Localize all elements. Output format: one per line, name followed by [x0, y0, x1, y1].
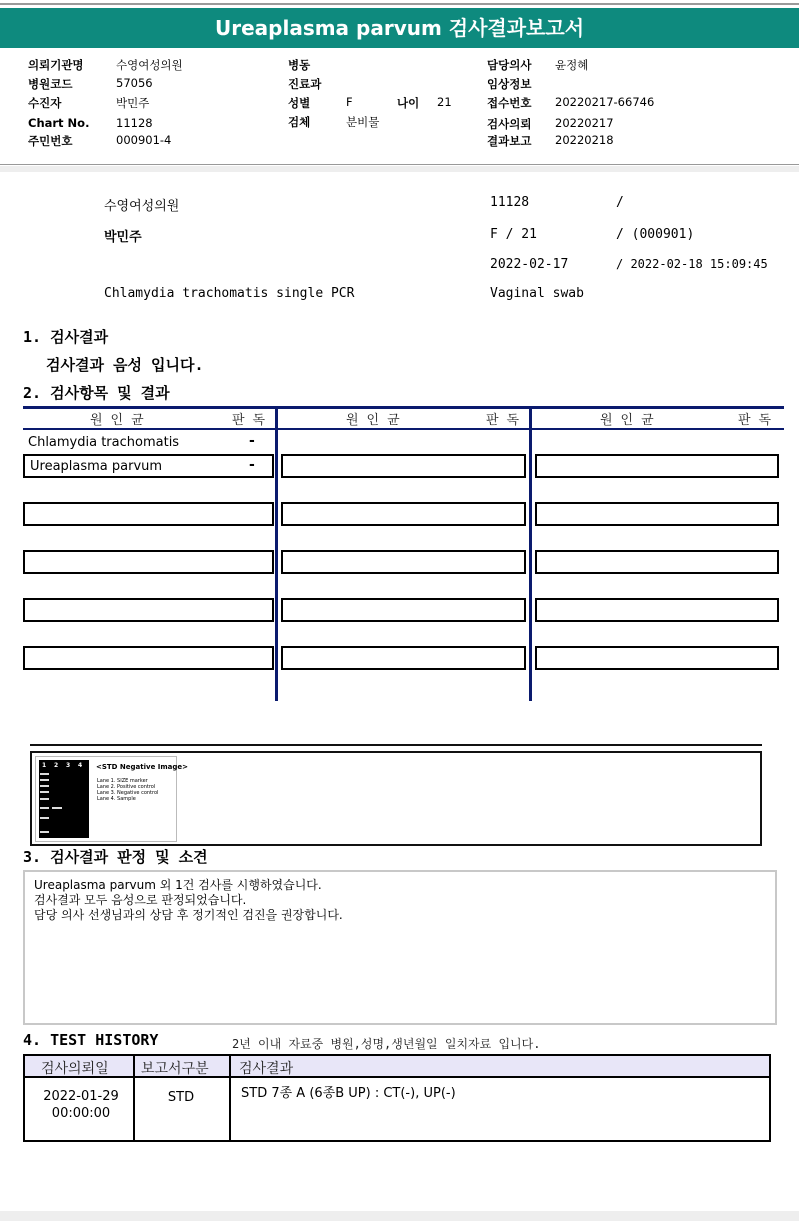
history-col-divider — [229, 1056, 231, 1140]
footer-band — [0, 1211, 799, 1221]
info-request-date: 2022-02-17 — [490, 257, 569, 272]
history-note: 2년 이내 자료중 병원,성명,생년월일 일치자료 입니다. — [232, 1037, 541, 1051]
chart-no-value: 11128 — [116, 116, 153, 130]
empty-cell — [535, 502, 779, 526]
report-date-label: 결과보고 — [487, 134, 532, 148]
sex-label: 성별 — [288, 96, 311, 110]
organism-name: Chlamydia trachomatis — [28, 435, 180, 450]
header-divider — [0, 164, 799, 165]
info-slash: / — [616, 195, 624, 210]
opinion-line: 검사결과 모두 음성으로 판정되었습니다. — [34, 893, 247, 907]
col-header-result-3: 판독 — [738, 413, 780, 428]
gel-legend-item: Lane 1. SIZE marker — [97, 778, 148, 784]
col-header-result-1: 판독 — [232, 413, 274, 428]
empty-cell — [23, 598, 274, 622]
report-title: Ureaplasma parvum 검사결과보고서 — [0, 8, 799, 48]
doctor-value: 윤정혜 — [555, 58, 589, 72]
section1-text: 검사결과 음성 입니다. — [46, 356, 204, 374]
grid-divider-1 — [275, 406, 278, 701]
hospital-name-value: 수영여성의원 — [116, 58, 183, 72]
lane-number: 4 — [78, 762, 83, 769]
section2-title: 2. 검사항목 및 결과 — [23, 384, 170, 402]
gel-legend-item: Lane 4. Sample — [97, 796, 136, 802]
gel-title: <STD Negative Image> — [96, 763, 189, 771]
info-clinic: 수영여성의원 — [104, 199, 180, 214]
chart-no-label: Chart No. — [28, 116, 90, 130]
history-table — [23, 1054, 771, 1142]
info-birth: / (000901) — [616, 227, 695, 242]
col-header-organism-3: 원인균 — [600, 413, 662, 428]
empty-cell — [281, 502, 526, 526]
section1-title: 1. 검사결과 — [23, 328, 109, 346]
empty-cell — [281, 598, 526, 622]
image-divider — [30, 744, 762, 746]
gel-band — [40, 817, 49, 819]
history-header-row — [25, 1056, 769, 1078]
age-value: 21 — [437, 95, 452, 109]
info-chart: 11128 — [490, 195, 530, 210]
lane-number: 2 — [54, 762, 59, 769]
history-header-type: 보고서구분 — [141, 1061, 209, 1077]
gel-legend-item: Lane 2. Positive control — [97, 784, 156, 790]
gel-legend-item: Lane 3. Negative control — [97, 790, 159, 796]
lane-number: 1 — [42, 762, 47, 769]
empty-cell — [281, 454, 526, 478]
receipt-no-label: 접수번호 — [487, 96, 532, 110]
hospital-code-label: 병원코드 — [28, 77, 73, 91]
report-date-value: 20220218 — [555, 133, 614, 147]
gel-band — [40, 779, 49, 781]
hospital-name-label: 의뢰기관명 — [28, 58, 84, 72]
history-type: STD — [167, 1090, 195, 1105]
gel-band — [40, 773, 49, 775]
organism-result: - — [249, 457, 255, 473]
resident-no-value: 000901-4 — [116, 133, 172, 147]
gel-electrophoresis-image — [39, 760, 89, 838]
top-rule — [0, 3, 799, 5]
patient-value: 박민주 — [116, 96, 150, 110]
gel-band — [40, 807, 49, 809]
patient-label: 수진자 — [28, 96, 62, 110]
info-specimen: Vaginal swab — [490, 286, 584, 301]
empty-cell — [535, 550, 779, 574]
request-date-label: 검사의뢰 — [487, 117, 532, 131]
department-label: 진료과 — [288, 77, 322, 91]
opinion-box — [23, 870, 777, 1025]
organism-name: Ureaplasma parvum — [30, 459, 163, 474]
specimen-value: 분비물 — [346, 115, 380, 129]
empty-cell — [23, 550, 274, 574]
history-time: 00:00:00 — [51, 1106, 111, 1121]
header-band — [0, 166, 799, 172]
specimen-label: 검체 — [288, 115, 311, 129]
info-patient: 박민주 — [104, 230, 142, 245]
grid-header-rule — [23, 428, 784, 430]
opinion-line: 담당 의사 선생님과의 상담 후 정기적인 검진을 권장합니다. — [34, 908, 343, 922]
col-header-organism-2: 원인균 — [346, 413, 408, 428]
request-date-value: 20220217 — [555, 116, 614, 130]
info-report-datetime: / 2022-02-18 15:09:45 — [616, 257, 768, 271]
clinical-info-label: 임상정보 — [487, 77, 532, 91]
history-date: 2022-01-29 — [43, 1089, 119, 1104]
col-header-result-2: 판독 — [486, 413, 528, 428]
history-header-result: 검사결과 — [239, 1061, 294, 1077]
resident-no-label: 주민번호 — [28, 134, 73, 148]
empty-cell — [535, 646, 779, 670]
col-header-organism-1: 원인균 — [90, 413, 152, 428]
empty-cell — [23, 646, 274, 670]
history-header-date: 검사의뢰일 — [41, 1061, 109, 1077]
info-sex-age: F / 21 — [490, 227, 537, 242]
gel-band — [40, 798, 49, 800]
ward-label: 병동 — [288, 58, 311, 72]
sex-value: F — [346, 95, 353, 109]
doctor-label: 담당의사 — [487, 58, 532, 72]
age-label: 나이 — [397, 96, 420, 110]
empty-cell — [281, 550, 526, 574]
gel-band — [52, 807, 62, 809]
info-test: Chlamydia trachomatis single PCR — [104, 286, 355, 301]
lane-number: 3 — [66, 762, 71, 769]
gel-band — [40, 785, 49, 787]
opinion-line: Ureaplasma parvum 외 1건 검사를 시행하였습니다. — [34, 878, 322, 892]
history-result: STD 7종 A (6종B UP) : CT(-), UP(-) — [241, 1086, 456, 1101]
hospital-code-value: 57056 — [116, 76, 153, 90]
gel-band — [40, 831, 49, 833]
empty-cell — [23, 502, 274, 526]
empty-cell — [281, 646, 526, 670]
section4-title: 4. TEST HISTORY — [23, 1031, 159, 1049]
grid-divider-2 — [529, 406, 532, 701]
empty-cell — [535, 598, 779, 622]
section3-title: 3. 검사결과 판정 및 소견 — [23, 848, 208, 866]
organism-result: - — [249, 433, 255, 449]
empty-cell — [535, 454, 779, 478]
gel-band — [40, 791, 49, 793]
receipt-no-value: 20220217-66746 — [555, 95, 655, 109]
